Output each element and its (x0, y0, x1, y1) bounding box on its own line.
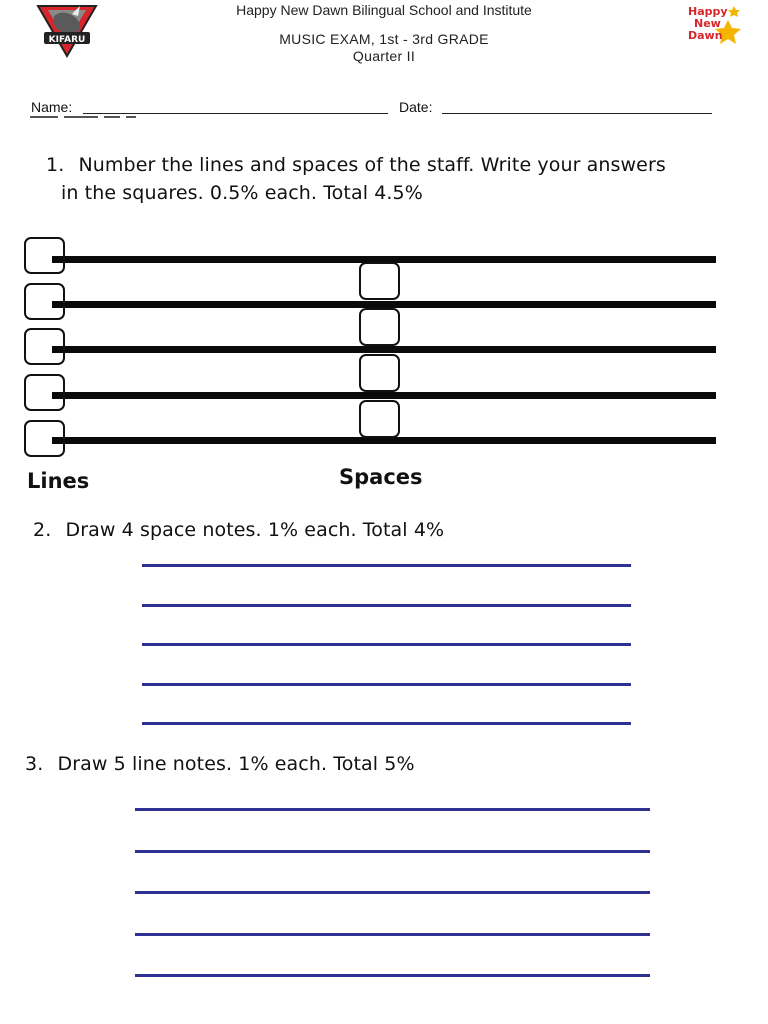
date-field[interactable] (442, 113, 712, 114)
date-label: Date: (399, 99, 433, 115)
line-answer-box[interactable] (24, 237, 65, 274)
question-1-number: 1. (46, 154, 65, 176)
staff-line (142, 683, 631, 686)
svg-text:Dawn: Dawn (688, 29, 723, 42)
line-answer-box[interactable] (24, 283, 65, 320)
space-answer-box[interactable] (359, 262, 400, 300)
staff-line (135, 891, 650, 894)
spaces-label: Spaces (339, 465, 423, 489)
staff-line (52, 346, 716, 353)
staff-line (135, 850, 650, 853)
staff-line (52, 392, 716, 399)
staff-line (142, 722, 631, 725)
line-answer-box[interactable] (24, 374, 65, 411)
question-2-number: 2. (33, 519, 52, 541)
exam-title: MUSIC EXAM, 1st - 3rd GRADE (279, 31, 489, 47)
question-1-line-1: Number the lines and spaces of the staff. Write your answers (78, 154, 666, 176)
svg-text:Happy: Happy (688, 5, 728, 18)
staff-line (135, 808, 650, 811)
question-2-text: Draw 4 space notes. 1% each. Total 4% (65, 519, 445, 541)
line-answer-box[interactable] (24, 328, 65, 365)
question-3 (25, 753, 415, 775)
cut-off-text (30, 116, 160, 121)
staff-line (142, 643, 631, 646)
question-3-text: Draw 5 line notes. 1% each. Total 5% (57, 753, 415, 775)
question-3-number: 3. (25, 753, 44, 775)
quarter-label: Quarter II (352, 48, 416, 64)
question-2 (33, 519, 444, 541)
name-label: Name: (31, 99, 73, 115)
staff-line (142, 564, 631, 567)
school-name: Happy New Dawn Bilingual School and Institute (236, 2, 532, 18)
question-1 (46, 154, 666, 176)
line-answer-box[interactable] (24, 420, 65, 457)
svg-text:KIFARU: KIFARU (48, 35, 86, 45)
staff-line (135, 933, 650, 936)
space-answer-box[interactable] (359, 354, 400, 392)
name-field[interactable] (83, 113, 388, 114)
staff-line (142, 604, 631, 607)
lines-label: Lines (27, 469, 90, 493)
staff-line (52, 301, 716, 308)
staff-line (52, 437, 716, 444)
svg-text:New: New (694, 17, 721, 30)
space-answer-box[interactable] (359, 308, 400, 346)
question-1-line-2: in the squares. 0.5% each. Total 4.5% (61, 182, 423, 204)
space-answer-box[interactable] (359, 400, 400, 438)
staff-line (135, 974, 650, 977)
